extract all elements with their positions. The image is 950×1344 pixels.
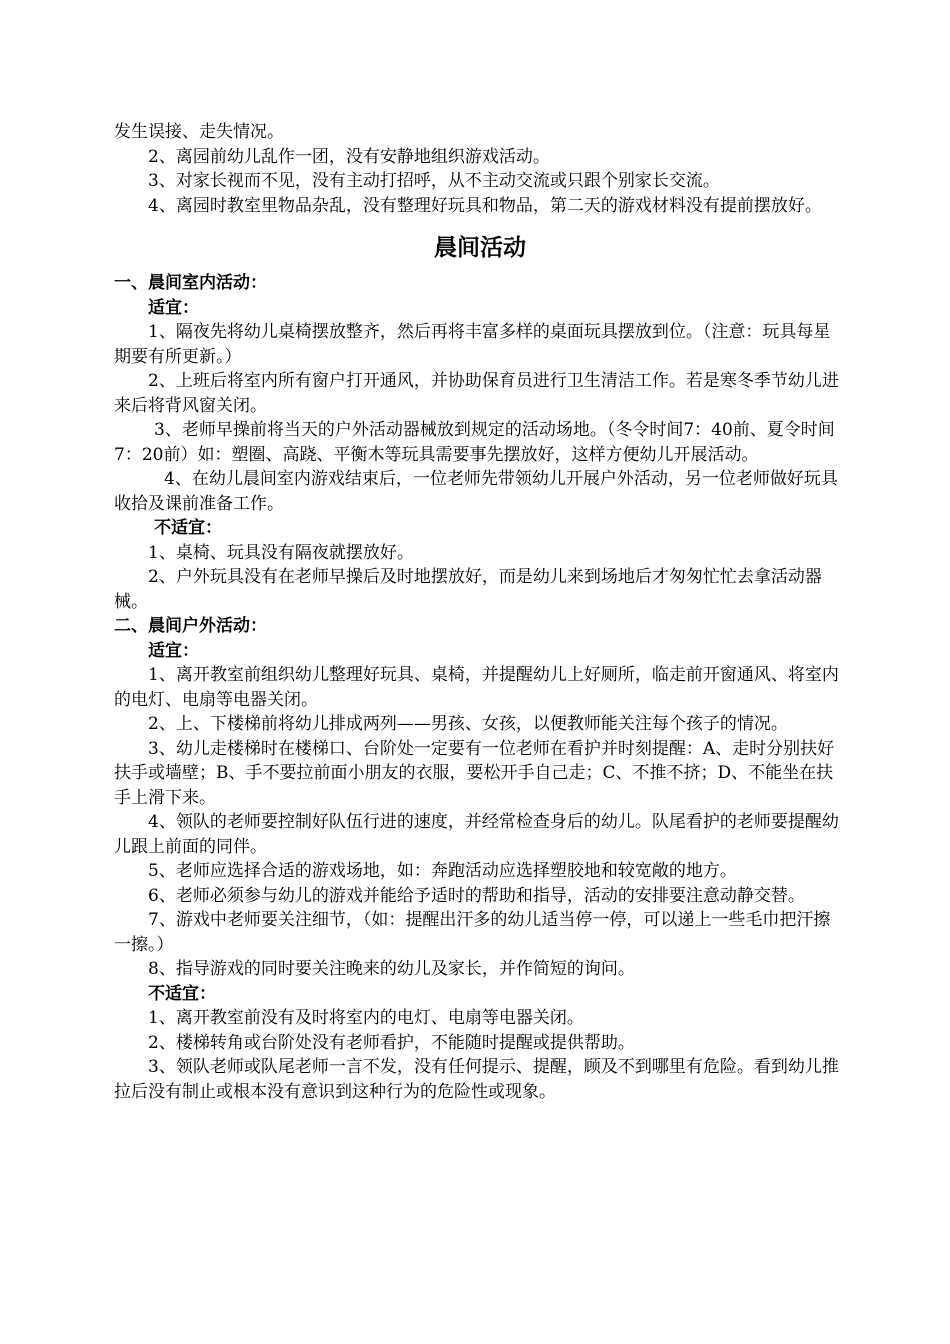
section2-unsuitable-item: 3、领队老师或队尾老师一言不发，没有任何提示、提醒，顾及不到哪里有危险。看到幼儿推拉后没有制止或根本没有意识到这种行为的危险性或现象。 [114,1057,839,1102]
intro-item-4: 4、离园时教室里物品杂乱，没有整理好玩具和物品，第二天的游戏材料没有提前摆放好。 [148,195,822,216]
section2-heading: 二、晨间户外活动： [114,616,267,636]
page-title: 晨间活动 [434,235,526,261]
section1-unsuitable-item: 1、桌椅、玩具没有隔夜就摆放好。 [148,542,414,563]
section1-suitable-item: 2、上班后将室内所有窗户打开通风，并协助保育员进行卫生清洁工作。若是寒冬季节幼儿进来后将背风窗关闭。 [114,371,839,416]
section2-suitable-item: 7、游戏中老师要关注细节，（如：提醒出汗多的幼儿适当停一停，可以递上一些毛巾把汗擦一擦。） [114,910,831,955]
section2-unsuitable-item: 2、楼梯转角或台阶处没有老师看护，不能随时提醒或提供帮助。 [148,1032,635,1053]
section2-unsuitable-item: 1、离开教室前没有及时将室内的电灯、电扇等电器关闭。 [148,1008,584,1028]
section2-suitable-item: 4、领队的老师要控制好队伍行进的速度，并经常检查身后的幼儿。队尾看护的老师要提醒幼儿跟上前面的同伴。 [114,812,839,857]
intro-item-2: 2、离园前幼儿乱作一团，没有安静地组织游戏活动。 [148,146,550,167]
section2-suitable-item: 6、老师必须参与幼儿的游戏并能给予适时的帮助和指导，活动的安排要注意动静交替。 [148,885,805,906]
section1-suitable-item: 3、老师早操前将当天的户外活动器械放到规定的活动场地。（冬令时间7：40前、夏令时间7：20前）如：塑圈、高跷、平衡木等玩具需要事先摆放好，这样方便幼儿开展活动。 [114,420,835,465]
intro-item-3: 3、对家长视而不见，没有主动打招呼，从不主动交流或只跟个别家长交流。 [148,171,720,191]
intro-continuation: 发生误接、走失情况。 [114,122,284,142]
section2-suitable-label: 适宜： [148,640,199,661]
section2-suitable-item: 1、离开教室前组织幼儿整理好玩具、桌椅，并提醒幼儿上好厕所，临走前开窗通风、将室内的电灯、电扇等电器关闭。 [114,665,839,710]
section1-suitable-item: 4、在幼儿晨间室内游戏结束后，一位老师先带领幼儿开展户外活动，另一位老师做好玩具收拾及课前准备工作。 [114,469,838,514]
section2-suitable-item: 5、老师应选择合适的游戏场地，如：奔跑活动应选择塑胶地和较宽敞的地方。 [148,861,737,881]
section2-suitable-item: 2、上、下楼梯前将幼儿排成两列——男孩、女孩，以便教师能关注每个孩子的情况。 [148,714,788,734]
document-page [114,120,846,1104]
section1-suitable-label: 适宜： [148,297,199,318]
section1-suitable-item: 1、隔夜先将幼儿桌椅摆放整齐，然后再将丰富多样的桌面玩具摆放到位。（注意：玩具每星期要有所更新。） [114,322,831,367]
section2-suitable-item: 8、指导游戏的同时要关注晚来的幼儿及家长，并作简短的询问。 [148,959,635,979]
section1-unsuitable-label: 不适宜： [154,518,222,538]
section2-suitable-item: 3、幼儿走楼梯时在楼梯口、台阶处一定要有一位老师在看护并时刻提醒：A、走时分别扶好扶手或墙壁；B、手不要拉前面小朋友的衣服，要松开手自己走；C、不推不挤；D、不能坐在扶手上滑下来。 [114,738,835,808]
section1-unsuitable-item: 2、户外玩具没有在老师早操后及时地摆放好，而是幼儿来到场地后才匆匆忙忙去拿活动器械。 [114,567,822,612]
section2-unsuitable-label: 不适宜： [148,983,216,1004]
section1-heading: 一、晨间室内活动： [114,273,267,293]
